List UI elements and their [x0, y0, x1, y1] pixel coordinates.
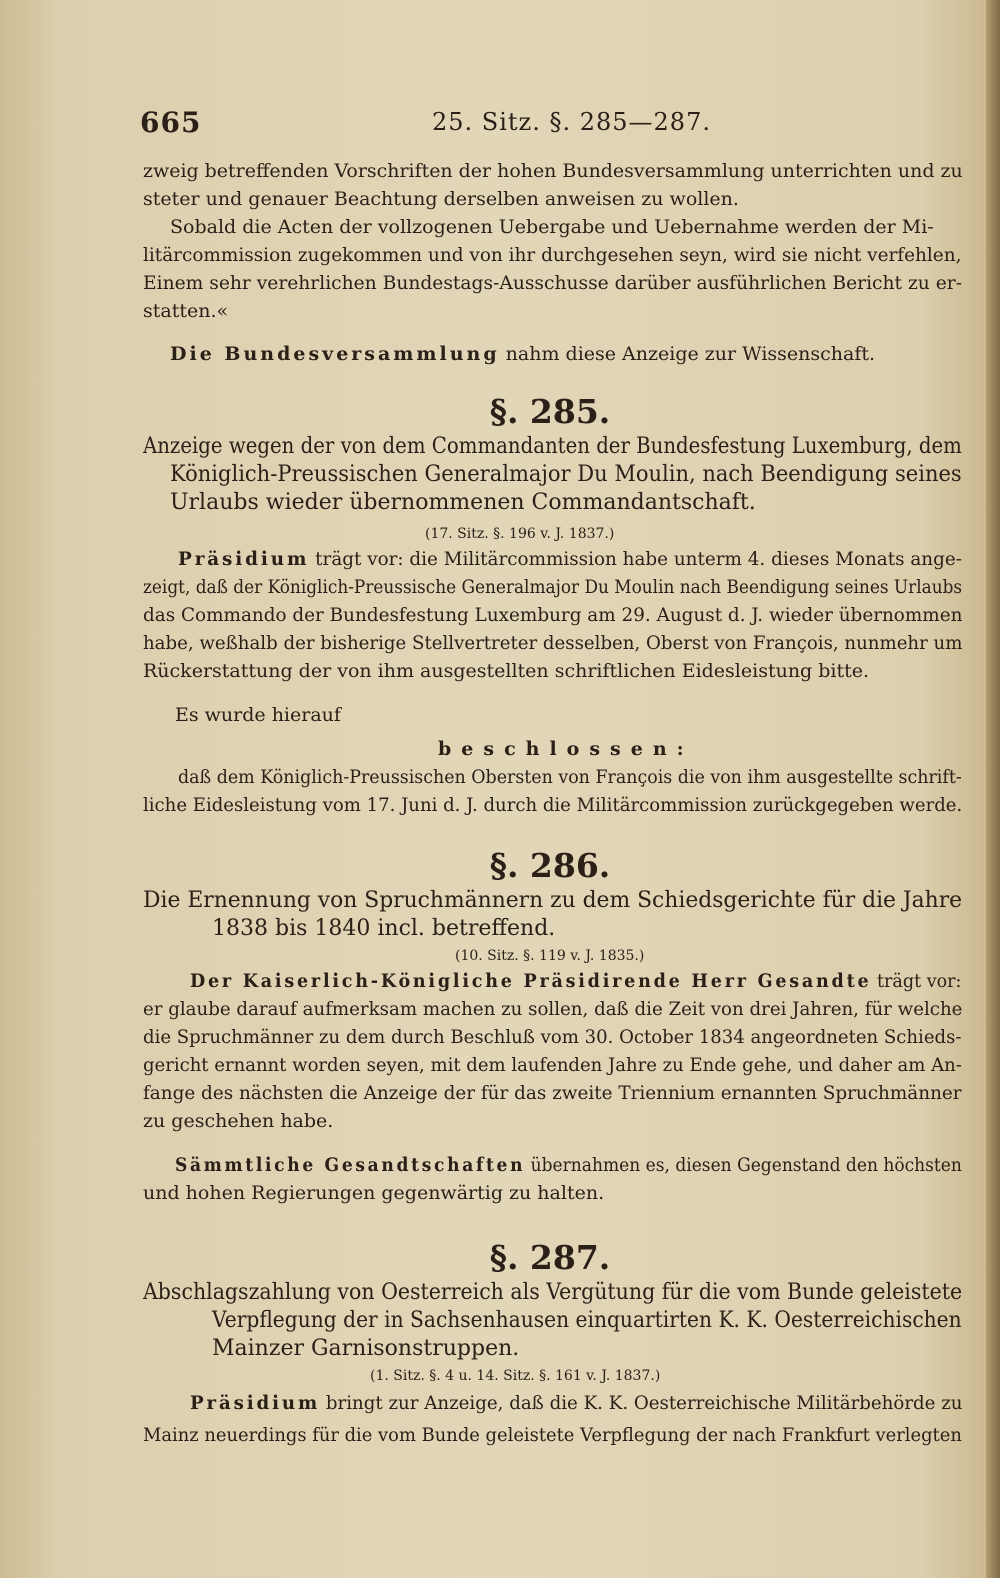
- section-286-number: §. 286.: [489, 846, 611, 885]
- running-head: 25. Sitz. §. 285—287.: [432, 108, 711, 136]
- intro-line: steter und genauer Beachtung derselben anweisen zu wollen.: [143, 188, 739, 210]
- book-spine-shadow: [986, 0, 1000, 1578]
- section-286-body: Der Kaiserlich-Königliche Präsidirende Herr Gesandte trägt vor:: [190, 970, 962, 992]
- section-285-body: Präsidium trägt vor: die Militärcommission habe unterm 4. dieses Monats ange-: [178, 548, 962, 570]
- section-285-beschlossen: beschlossen:: [438, 738, 694, 760]
- section-285-body: habe, weßhalb der bisherige Stellvertreter desselben, Oberst von François, nunmehr um: [143, 632, 963, 654]
- page-number: 665: [140, 106, 202, 139]
- section-285-reference: (17. Sitz. §. 196 v. J. 1837.): [425, 526, 615, 542]
- section-286-body: fange des nächsten die Anzeige der für das zweite Triennium ernannten Spruchmänner: [143, 1082, 962, 1104]
- intro-note-subject: Die Bundesversammlung: [170, 343, 500, 365]
- section-287-body: Präsidium bringt zur Anzeige, daß die K. K. Oesterreichische Militärbehörde zu: [190, 1392, 963, 1414]
- intro-line: Sobald die Acten der vollzogenen Uebergabe und Uebernahme werden der Mi-: [170, 216, 934, 238]
- section-287-heading: Abschlagszahlung von Oesterreich als Vergütung für die vom Bunde geleistete: [143, 1280, 963, 1305]
- section-287-reference: (1. Sitz. §. 4 u. 14. Sitz. §. 161 v. J. 1837.): [370, 1368, 661, 1384]
- section-285-heading: Anzeige wegen der von dem Commandanten der Bundesfestung Luxemburg, dem: [143, 434, 962, 459]
- section-285-decision: daß dem Königlich-Preussischen Obersten von François die von ihm ausgestellte schrift-: [178, 766, 962, 788]
- section-286-closing: Sämmtliche Gesandtschaften übernahmen es, diesen Gegenstand den höchsten: [175, 1154, 962, 1176]
- section-287-heading: Mainzer Garnisonstruppen.: [212, 1336, 520, 1361]
- section-285-es-wurde: Es wurde hierauf: [175, 704, 341, 726]
- section-286-reference: (10. Sitz. §. 119 v. J. 1835.): [455, 948, 645, 964]
- intro-note: [170, 343, 875, 365]
- section-287-body: Mainz neuerdings für die vom Bunde geleistete Verpflegung der nach Frankfurt verlegten: [143, 1424, 962, 1446]
- section-287-number: §. 287.: [489, 1238, 611, 1277]
- intro-line: statten.«: [143, 300, 229, 322]
- section-286-heading: Die Ernennung von Spruchmännern zu dem Schiedsgerichte für die Jahre: [143, 888, 963, 913]
- section-285-body: Rückerstattung der von ihm ausgestellten schriftlichen Eidesleistung bitte.: [143, 660, 870, 682]
- section-286-body: zu geschehen habe.: [143, 1110, 334, 1132]
- section-286-closing-subject: Sämmtliche Gesandtschaften: [175, 1154, 526, 1176]
- section-286-lead: Der Kaiserlich-Königliche Präsidirende Herr Gesandte: [190, 970, 872, 992]
- page-header: [140, 106, 960, 146]
- section-285-heading: Königlich-Preussischen Generalmajor Du Moulin, nach Beendigung seines: [170, 462, 962, 487]
- section-287-heading: Verpflegung der in Sachsenhausen einquartirten K. K. Oesterreichischen: [212, 1308, 962, 1333]
- section-286-body: er glaube darauf aufmerksam machen zu sollen, daß die Zeit von drei Jahren, für welche: [143, 998, 963, 1020]
- section-285-body: das Commando der Bundesfestung Luxemburg am 29. August d. J. wieder übernommen: [143, 604, 963, 626]
- intro-line: Einem sehr verehrlichen Bundestags-Ausschusse darüber ausführlichen Bericht zu er-: [143, 272, 963, 294]
- section-286-closing: und hohen Regierungen gegenwärtig zu halten.: [143, 1182, 605, 1204]
- intro-note-text: nahm diese Anzeige zur Wissenschaft.: [499, 343, 876, 365]
- section-285-body: zeigt, daß der Königlich-Preussische Generalmajor Du Moulin nach Beendigung seines Urlaubs: [143, 576, 963, 598]
- intro-line: litärcommission zugekommen und von ihr durchgesehen seyn, wird sie nicht verfehlen,: [143, 244, 962, 266]
- intro-line: zweig betreffenden Vorschriften der hohen Bundesversammlung unterrichten und zu: [143, 160, 963, 182]
- section-285-decision: liche Eidesleistung vom 17. Juni d. J. durch die Militärcommission zurückgegeben werde.: [143, 794, 963, 816]
- section-286-body: die Spruchmänner zu dem durch Beschluß vom 30. October 1834 angeordneten Schieds-: [143, 1026, 962, 1048]
- section-286-body: gericht ernannt worden seyen, mit dem laufenden Jahre zu Ende gehe, und daher am An-: [143, 1054, 962, 1076]
- section-285-number: §. 285.: [489, 392, 611, 431]
- section-287-lead: Präsidium: [190, 1392, 321, 1414]
- section-285-lead: Präsidium: [178, 548, 310, 570]
- section-286-heading: 1838 bis 1840 incl. betreffend.: [212, 916, 556, 941]
- section-285-heading: Urlaubs wieder übernommenen Commandantschaft.: [170, 490, 756, 515]
